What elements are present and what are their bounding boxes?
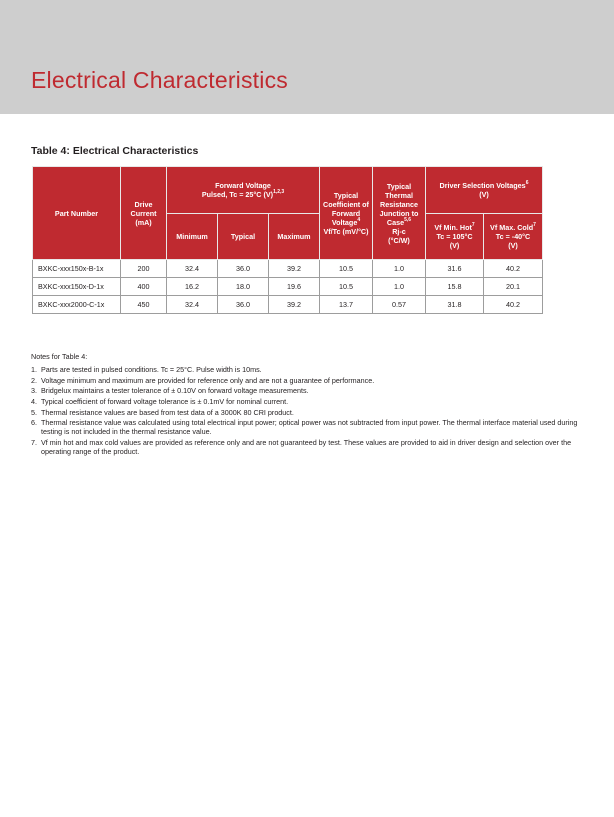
header-driver-label: Driver Selection Voltages xyxy=(439,181,526,190)
footnote-ref: 5,6 xyxy=(404,216,412,223)
note-number: 5. xyxy=(31,407,37,417)
header-thermal-resistance xyxy=(373,167,426,260)
table-caption: Table 4: Electrical Characteristics xyxy=(31,145,199,157)
cell-vf-max-cold: 40.2 xyxy=(484,296,543,314)
cell-drive-current: 400 xyxy=(121,278,167,296)
cell-thermal-resistance: 1.0 xyxy=(373,260,426,278)
header-minimum: Minimum xyxy=(167,214,218,260)
header-drive-current: Drive Current (mA) xyxy=(121,167,167,260)
header-thermal-label: Typical Thermal Resistance Junction to Case xyxy=(379,181,419,227)
cell-vf-max-cold: 40.2 xyxy=(484,260,543,278)
notes-title: Notes for Table 4: xyxy=(31,352,88,361)
note-item xyxy=(31,418,586,436)
footnote-ref: 7 xyxy=(471,222,475,228)
cell-vf-typical: 36.0 xyxy=(218,260,269,278)
footnote-ref: 6 xyxy=(525,180,529,186)
cell-vf-min-hot: 31.6 xyxy=(426,260,484,278)
table-notes xyxy=(31,352,586,458)
notes-list xyxy=(31,365,586,456)
header-vf-min-hot-unit: (V) xyxy=(449,241,460,250)
footnote-ref: 7 xyxy=(533,222,536,228)
cell-coefficient: 10.5 xyxy=(320,278,373,296)
header-thermal-symbol: Rj-c xyxy=(392,226,406,236)
note-item xyxy=(31,376,586,385)
note-text: Typical coefficient of forward voltage tolerance is ± 0.1mV for nominal current. xyxy=(41,397,289,407)
note-item xyxy=(31,365,586,374)
header-vf-min-hot-label: Vf Min. Hot xyxy=(434,223,472,232)
cell-vf-maximum: 19.6 xyxy=(269,278,320,296)
note-number: 1. xyxy=(31,365,37,375)
header-forward-voltage-conditions: Pulsed, Tc = 25°C (V) xyxy=(201,190,274,199)
header-forward-voltage-label: Forward Voltage xyxy=(215,181,271,190)
cell-part-number: BXKC-xxx2000-C-1x xyxy=(33,296,121,314)
table-row xyxy=(33,296,543,314)
cell-drive-current: 450 xyxy=(121,296,167,314)
cell-coefficient: 10.5 xyxy=(320,260,373,278)
note-item xyxy=(31,386,586,395)
table-row xyxy=(33,278,543,296)
note-text: Thermal resistance values are based from test data of a 3000K 80 CRI product. xyxy=(41,407,294,417)
header-banner xyxy=(0,0,614,114)
cell-vf-min-hot: 31.8 xyxy=(426,296,484,314)
cell-vf-typical: 18.0 xyxy=(218,278,269,296)
cell-vf-minimum: 16.2 xyxy=(167,278,218,296)
header-coefficient xyxy=(320,167,373,260)
header-forward-voltage xyxy=(167,167,320,214)
cell-part-number: BXKC-xxx150x-D-1x xyxy=(33,278,121,296)
header-coefficient-label: Typical Coefficient of Forward Voltage xyxy=(323,190,369,227)
cell-drive-current: 200 xyxy=(121,260,167,278)
note-item xyxy=(31,408,586,417)
table-header-row xyxy=(33,167,543,214)
note-item xyxy=(31,397,586,406)
note-item xyxy=(31,438,586,456)
cell-vf-maximum: 39.2 xyxy=(269,260,320,278)
electrical-characteristics-table xyxy=(32,166,543,314)
header-coefficient-unit: Vf/Tc (mV/°C) xyxy=(323,226,369,236)
table-row xyxy=(33,260,543,278)
header-vf-min-hot-temp: Tc = 105°C xyxy=(436,232,473,241)
cell-vf-minimum: 32.4 xyxy=(167,260,218,278)
cell-part-number: BXKC-xxx150x-B-1x xyxy=(33,260,121,278)
header-thermal-unit: (°C/W) xyxy=(388,235,410,245)
note-number: 4. xyxy=(31,397,37,407)
header-vf-max-cold-label: Vf Max. Cold xyxy=(490,223,534,232)
note-text: Parts are tested in pulsed conditions. Tc = 25°C. Pulse width is 10ms. xyxy=(41,365,262,375)
note-number: 6. xyxy=(31,418,37,428)
cell-vf-maximum: 39.2 xyxy=(269,296,320,314)
cell-vf-typical: 36.0 xyxy=(218,296,269,314)
footnote-ref: 4 xyxy=(357,216,361,223)
page-title: Electrical Characteristics xyxy=(31,67,288,93)
footnote-ref: 1,2,3 xyxy=(273,189,285,195)
note-text: Vf min hot and max cold values are provided as reference only and are not guaranteed by test. These values are provided to aid in driver design and selection over the operating range of the product. xyxy=(41,438,572,457)
header-part-number: Part Number xyxy=(33,167,121,260)
note-text: Voltage minimum and maximum are provided for reference only and are not a guarantee of performance. xyxy=(41,375,375,385)
cell-vf-minimum: 32.4 xyxy=(167,296,218,314)
cell-vf-min-hot: 15.8 xyxy=(426,278,484,296)
header-maximum: Maximum xyxy=(269,214,320,260)
cell-thermal-resistance: 1.0 xyxy=(373,278,426,296)
note-number: 3. xyxy=(31,386,37,396)
header-vf-max-cold xyxy=(484,214,543,260)
header-vf-max-cold-temp: Tc = -40°C xyxy=(495,232,531,241)
note-number: 7. xyxy=(31,438,37,448)
cell-vf-max-cold: 20.1 xyxy=(484,278,543,296)
header-driver-unit: (V) xyxy=(479,190,489,199)
header-vf-max-cold-unit: (V) xyxy=(508,241,518,250)
note-text: Bridgelux maintains a tester tolerance of ± 0.10V on forward voltage measurements. xyxy=(41,386,309,396)
header-vf-min-hot xyxy=(426,214,484,260)
cell-coefficient: 13.7 xyxy=(320,296,373,314)
note-number: 2. xyxy=(31,375,37,385)
header-typical: Typical xyxy=(218,214,269,260)
cell-thermal-resistance: 0.57 xyxy=(373,296,426,314)
note-text: Thermal resistance value was calculated using total electrical input power; optical power was not subtracted from input power. The thermal interface material used during testing is not included in the thermal resistance value. xyxy=(41,418,578,437)
header-driver-selection xyxy=(426,167,543,214)
